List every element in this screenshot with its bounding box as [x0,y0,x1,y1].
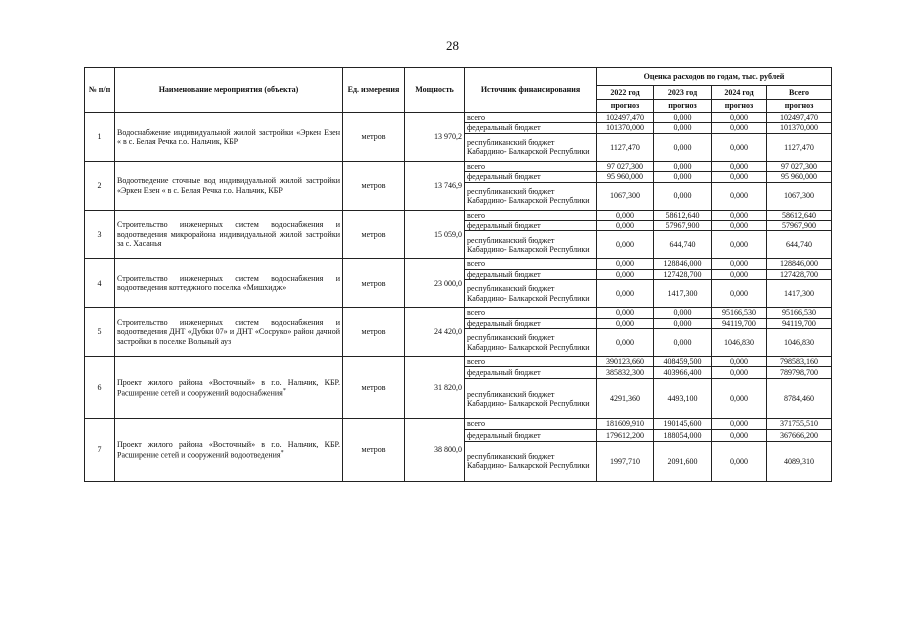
value-total: 101370,000 [767,123,832,133]
value-2024: 0,000 [712,259,767,269]
header-name: Наименование мероприятия (объекта) [115,68,343,113]
header-forecast-total: прогноз [767,100,832,113]
row-name: Строительство инженерных систем водоснабжения и водоотведения коттеджного поселка «Мишхидж» [115,259,343,308]
value-total: 97 027,300 [767,161,832,171]
value-2022: 101370,000 [597,123,654,133]
value-2024: 95166,530 [712,308,767,318]
source-republic: республиканский бюджет Кабардино- Балкарской Республики [465,379,597,419]
value-total: 127428,700 [767,269,832,279]
row-unit: метров [343,259,405,308]
value-total: 102497,470 [767,113,832,123]
value-2024: 0,000 [712,113,767,123]
row-unit: метров [343,357,405,419]
value-2022: 0,000 [597,269,654,279]
footnote-mark: * [280,450,284,457]
row-num: 5 [85,308,115,357]
header-source: Источник финансирования [465,68,597,113]
table-row [85,357,832,419]
header-year-2022: 2022 год [597,86,654,100]
value-2024: 0,000 [712,210,767,220]
row-name: Проект жилого района «Восточный» в г.о. Нальчик, КБР. Расширение сетей и сооружений водоснабжения [117,377,340,398]
source-total: всего [465,161,597,171]
source-federal: федеральный бюджет [465,269,597,279]
value-2023: 403966,400 [654,367,712,379]
table-row [85,308,832,357]
header-num: № п/п [85,68,115,113]
row-name: Проект жилого района «Восточный» в г.о. Нальчик, КБР. Расширение сетей и сооружений водоотведения [117,439,340,460]
value-2023: 0,000 [654,182,712,210]
value-2024: 0,000 [712,357,767,367]
value-2024: 0,000 [712,161,767,171]
value-2022: 1997,710 [597,441,654,481]
table-row [85,113,832,162]
value-2024: 0,000 [712,172,767,182]
header-estimate: Оценка расходов по годам, тыс. рублей [597,68,832,86]
value-total: 367666,200 [767,429,832,441]
value-2023: 0,000 [654,133,712,161]
value-total: 1067,300 [767,182,832,210]
row-name: Водоснабжение индивидуальной жилой застройки «Эркен Езен « в с. Белая Речка г.о. Нальчик, КБР [115,113,343,162]
value-2022: 0,000 [597,318,654,328]
header-unit: Ед. измерения [343,68,405,113]
value-total: 798583,160 [767,357,832,367]
row-capacity: 38 800,0 [405,419,465,481]
row-unit: метров [343,308,405,357]
value-2023: 188054,000 [654,429,712,441]
value-2022: 0,000 [597,280,654,308]
source-federal: федеральный бюджет [465,123,597,133]
source-total: всего [465,210,597,220]
source-republic: республиканский бюджет Кабардино- Балкарской Республики [465,182,597,210]
row-unit: метров [343,161,405,210]
source-federal: федеральный бюджет [465,429,597,441]
source-federal: федеральный бюджет [465,367,597,379]
value-total: 789798,700 [767,367,832,379]
row-capacity: 23 000,0 [405,259,465,308]
value-total: 95166,530 [767,308,832,318]
value-2024: 0,000 [712,269,767,279]
value-2022: 1127,470 [597,133,654,161]
budget-table [84,67,832,482]
value-2023: 2091,600 [654,441,712,481]
value-2024: 0,000 [712,379,767,419]
value-2022: 390123,660 [597,357,654,367]
value-2023: 644,740 [654,231,712,259]
source-republic: республиканский бюджет Кабардино- Балкарской Республики [465,280,597,308]
source-total: всего [465,357,597,367]
header-capacity: Мощность [405,68,465,113]
source-republic: республиканский бюджет Кабардино- Балкарской Республики [465,133,597,161]
value-2022: 4291,360 [597,379,654,419]
row-name: Строительство инженерных систем водоснабжения и водоотведения ДНТ «Дубки 07» и ДНТ «Сосруко» район дачной застройки в поселке Вольный ауз [115,308,343,357]
value-total: 644,740 [767,231,832,259]
source-federal: федеральный бюджет [465,172,597,182]
header-year-2024: 2024 год [712,86,767,100]
row-num: 3 [85,210,115,259]
value-2024: 0,000 [712,441,767,481]
source-total: всего [465,259,597,269]
value-2023: 0,000 [654,172,712,182]
value-2023: 58612,640 [654,210,712,220]
row-num: 4 [85,259,115,308]
value-2024: 94119,700 [712,318,767,328]
value-2022: 0,000 [597,221,654,231]
header-year-total: Всего [767,86,832,100]
source-total: всего [465,419,597,429]
value-2024: 1046,830 [712,329,767,357]
row-capacity: 15 059,0 [405,210,465,259]
value-2023: 190145,600 [654,419,712,429]
value-2024: 0,000 [712,367,767,379]
row-name-cell [115,357,343,419]
source-republic: республиканский бюджет Кабардино- Балкарской Республики [465,441,597,481]
value-2023: 0,000 [654,161,712,171]
value-2022: 102497,470 [597,113,654,123]
row-name-cell [115,419,343,481]
table-row [85,210,832,259]
value-2024: 0,000 [712,429,767,441]
table-row [85,161,832,210]
row-unit: метров [343,419,405,481]
row-num: 1 [85,113,115,162]
value-total: 57967,900 [767,221,832,231]
value-2022: 0,000 [597,259,654,269]
value-2023: 0,000 [654,329,712,357]
header-forecast-2022: прогноз [597,100,654,113]
row-num: 2 [85,161,115,210]
value-total: 8784,460 [767,379,832,419]
value-total: 4089,310 [767,441,832,481]
value-total: 1127,470 [767,133,832,161]
value-2023: 128846,000 [654,259,712,269]
value-2023: 127428,700 [654,269,712,279]
value-2023: 57967,900 [654,221,712,231]
value-2022: 0,000 [597,210,654,220]
row-unit: метров [343,210,405,259]
row-capacity: 13 970,2 [405,113,465,162]
footnote-mark: * [282,387,286,394]
value-2023: 0,000 [654,123,712,133]
value-2022: 0,000 [597,308,654,318]
source-federal: федеральный бюджет [465,318,597,328]
value-2023: 0,000 [654,308,712,318]
table-row [85,259,832,308]
value-2024: 0,000 [712,182,767,210]
value-2022: 1067,300 [597,182,654,210]
value-2023: 1417,300 [654,280,712,308]
value-2023: 0,000 [654,113,712,123]
value-total: 128846,000 [767,259,832,269]
source-federal: федеральный бюджет [465,221,597,231]
header-forecast-2024: прогноз [712,100,767,113]
value-2024: 0,000 [712,123,767,133]
value-total: 95 960,000 [767,172,832,182]
value-2022: 179612,200 [597,429,654,441]
value-2022: 97 027,300 [597,161,654,171]
source-republic: республиканский бюджет Кабардино- Балкарской Республики [465,329,597,357]
value-2022: 0,000 [597,329,654,357]
value-2024: 0,000 [712,419,767,429]
row-capacity: 24 420,0 [405,308,465,357]
value-total: 1417,300 [767,280,832,308]
row-num: 6 [85,357,115,419]
source-republic: республиканский бюджет Кабардино- Балкарской Республики [465,231,597,259]
table-row [85,419,832,481]
source-total: всего [465,308,597,318]
value-2022: 181609,910 [597,419,654,429]
value-2024: 0,000 [712,280,767,308]
row-name: Водоотведение сточные вод индивидуальной жилой застройки «Эркен Езен « в с. Белая Речка г.о. Нальчик, КБР [115,161,343,210]
value-total: 94119,700 [767,318,832,328]
row-capacity: 31 820,0 [405,357,465,419]
row-capacity: 13 746,9 [405,161,465,210]
value-2023: 0,000 [654,318,712,328]
value-2024: 0,000 [712,231,767,259]
value-2022: 0,000 [597,231,654,259]
value-2022: 385832,300 [597,367,654,379]
page-number: 28 [446,38,459,53]
row-name: Строительство инженерных систем водоснабжения и водоотведения микрорайона индивидуальной жилой застройки за с. Хасанья [115,210,343,259]
row-unit: метров [343,113,405,162]
table-header [85,68,832,113]
value-2023: 4493,100 [654,379,712,419]
value-total: 1046,830 [767,329,832,357]
value-total: 371755,510 [767,419,832,429]
value-total: 58612,640 [767,210,832,220]
header-year-2023: 2023 год [654,86,712,100]
value-2023: 408459,500 [654,357,712,367]
row-num: 7 [85,419,115,481]
value-2024: 0,000 [712,221,767,231]
source-total: всего [465,113,597,123]
header-forecast-2023: прогноз [654,100,712,113]
value-2022: 95 960,000 [597,172,654,182]
value-2024: 0,000 [712,133,767,161]
